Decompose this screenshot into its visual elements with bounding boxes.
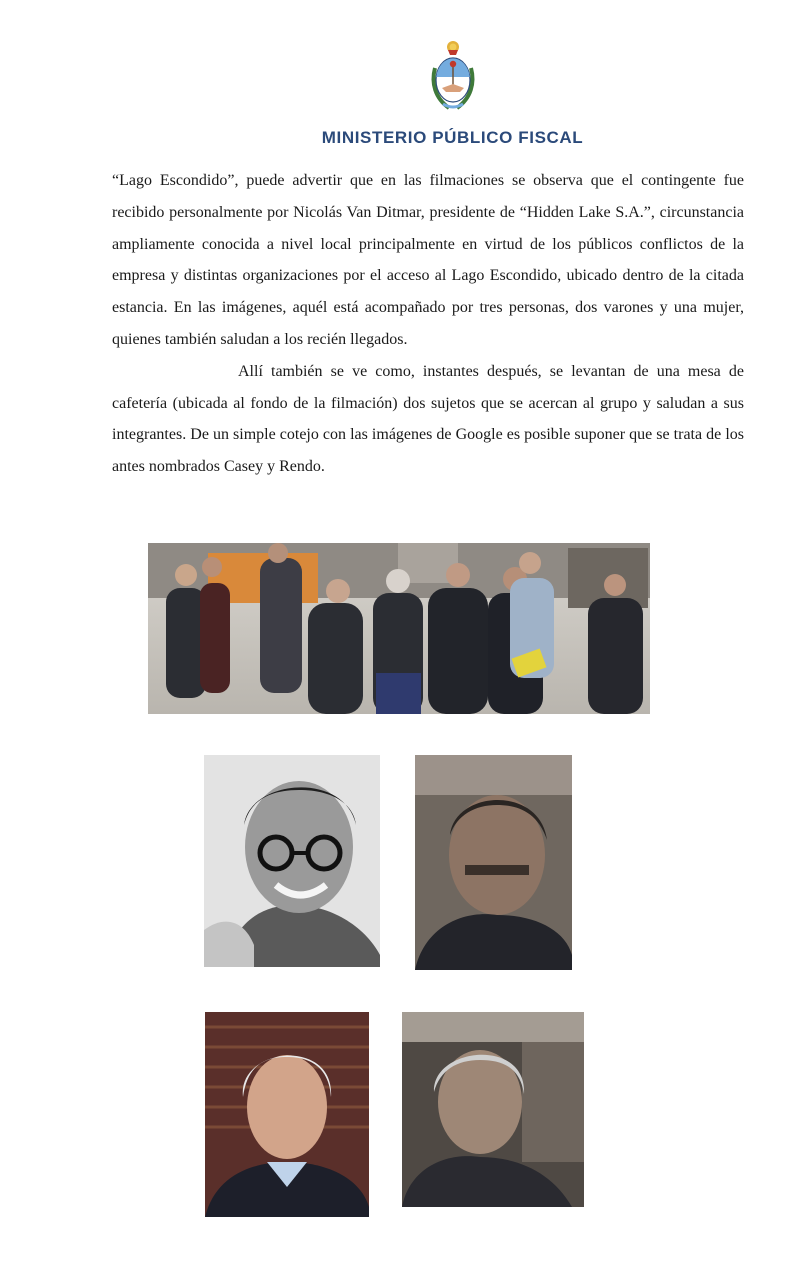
reference-portrait-casey bbox=[204, 755, 380, 967]
reference-portrait-rendo bbox=[205, 1012, 369, 1217]
surveillance-crop-rendo bbox=[402, 1012, 584, 1207]
coat-of-arms-icon bbox=[427, 38, 479, 114]
surveillance-group-photo bbox=[148, 543, 650, 714]
surveillance-crop-casey bbox=[415, 755, 572, 970]
body-text bbox=[112, 165, 744, 483]
institution-title: MINISTERIO PÚBLICO FISCAL bbox=[321, 128, 584, 147]
paragraph-2: Allí también se ve como, instantes después, se levantan de una mesa de cafetería (ubicada al fondo de la filmación) dos sujetos que se acercan al grupo y saludan a sus integrantes. De un simple cotejo con las imágenes de Google es posible suponer que se trata de los antes nombrados Casey y Rendo. bbox=[112, 362, 744, 476]
paragraph-1: “Lago Escondido”, puede advertir que en las filmaciones se observa que el contingente fue recibido personalmente por Nicolás Van Ditmar, presidente de “Hidden Lake S.A.”, circunstancia ampliamente conocida a nivel local principalmente en virtud de los públicos conflictos de la empresa y distintas organizaciones por el acceso al Lago Escondido, ubicado dentro de la citada estancia. En las imágenes, aquél está acompañado por tres personas, dos varones y una mujer, quienes también saludan a los recién llegados. bbox=[112, 172, 744, 348]
